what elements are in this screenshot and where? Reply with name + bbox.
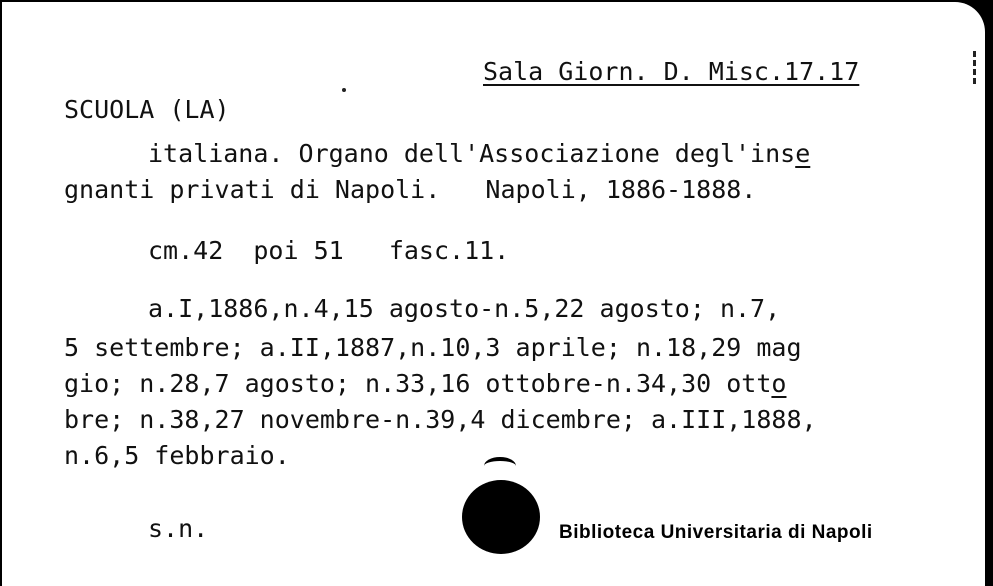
- library-stamp-seal: [462, 480, 540, 554]
- library-stamp-text: Biblioteca Universitaria di Napoli: [559, 522, 873, 543]
- physical-description: cm.42 poi 51 fasc.11.: [148, 236, 510, 265]
- holdings-line-5: n.6,5 febbraio.: [64, 441, 290, 470]
- holdings-line-4: bre; n.38,27 novembre-n.39,4 dicembre; a.III,1888,: [64, 405, 817, 434]
- stamp-arc: [484, 457, 516, 475]
- holdings-line-1: a.I,1886,n.4,15 agosto-n.5,22 agosto; n.7,: [148, 294, 781, 323]
- holdings-line-3: [64, 371, 786, 396]
- edge-marks: [970, 48, 978, 88]
- description-line-1-text: italiana. Organo dell'Associazione degl'ins: [148, 139, 796, 168]
- holdings-line-3-underlined: o: [771, 369, 787, 398]
- holdings-line-3-text: gio; n.28,7 agosto; n.33,16 ottobre-n.34,30 ott: [64, 369, 772, 398]
- description-line-1: [148, 141, 810, 166]
- speck: [342, 88, 346, 92]
- description-line-1-underlined: e: [795, 139, 811, 168]
- description-line-2: gnanti privati di Napoli. Napoli, 1886-1888.: [64, 175, 757, 204]
- sine-nomine-note: s.n.: [148, 514, 209, 543]
- shelfmark: Sala Giorn. D. Misc.17.17: [483, 57, 860, 86]
- holdings-line-2: 5 settembre; a.II,1887,n.10,3 aprile; n.18,29 mag: [64, 333, 802, 362]
- card-heading: SCUOLA (LA): [64, 95, 230, 124]
- catalog-card: [2, 2, 985, 586]
